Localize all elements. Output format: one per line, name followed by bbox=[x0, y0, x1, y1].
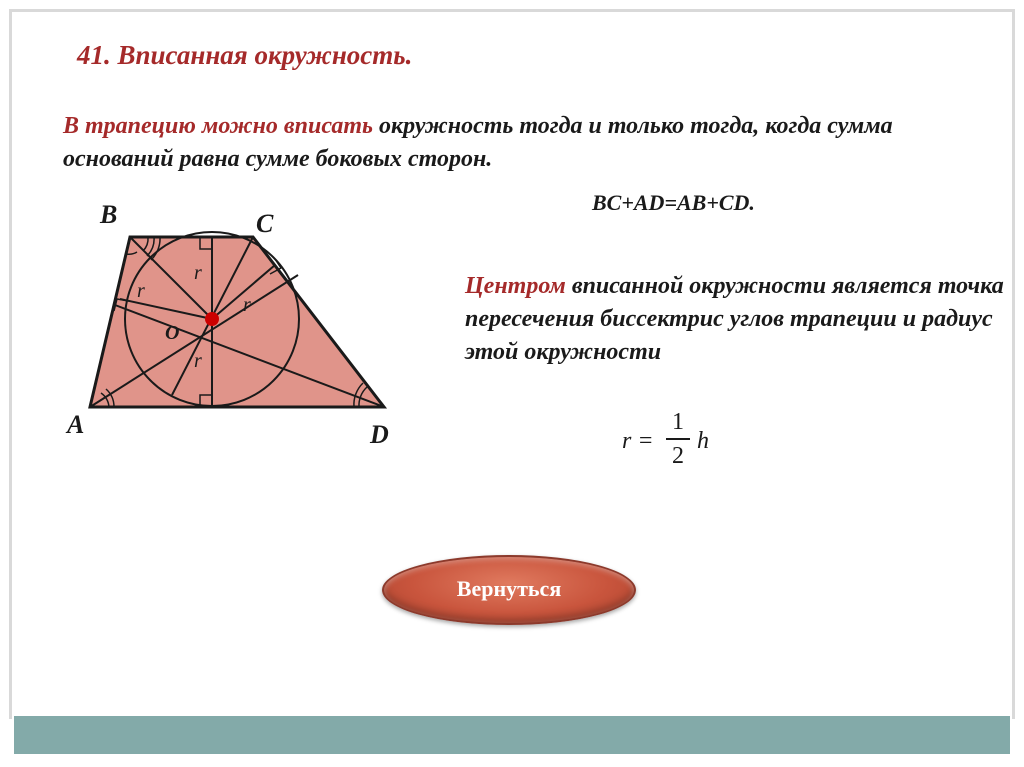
slide-title: 41. Вписанная окружность. bbox=[77, 40, 413, 70]
vertex-label-a: A bbox=[67, 410, 85, 439]
center-point bbox=[205, 312, 219, 326]
vertex-label-d: D bbox=[370, 420, 389, 449]
radius-label-top: r bbox=[194, 262, 202, 284]
center-label-o: O bbox=[165, 322, 180, 344]
formula-rhs: h bbox=[697, 428, 709, 454]
radius-label-left: r bbox=[137, 280, 145, 302]
radius-label-bottom: r bbox=[194, 350, 202, 372]
theorem-rest: окружность тогда и только тогда, когда сумма оснований равна сумме боковых сторон. bbox=[63, 113, 893, 172]
back-button-label: Вернуться bbox=[456, 576, 562, 601]
back-button[interactable] bbox=[382, 555, 636, 625]
incenter-rest: вписанной окружности является точка пересечения биссектрис углов трапеции и радиус этой окружности bbox=[465, 273, 1004, 365]
formula-numerator: 1 bbox=[672, 409, 684, 435]
formula-lhs: r = bbox=[622, 428, 654, 454]
sides-equation: BC+AD=AB+CD. bbox=[592, 190, 755, 215]
incenter-highlight: Центром bbox=[465, 273, 566, 299]
theorem-highlight: В трапецию можно вписать bbox=[63, 113, 373, 139]
vertex-label-c: C bbox=[256, 209, 274, 238]
vertex-label-b: B bbox=[100, 200, 118, 229]
radius-label-right: r bbox=[243, 294, 251, 316]
formula-denominator: 2 bbox=[672, 442, 684, 469]
trapezoid-shape bbox=[90, 237, 384, 407]
